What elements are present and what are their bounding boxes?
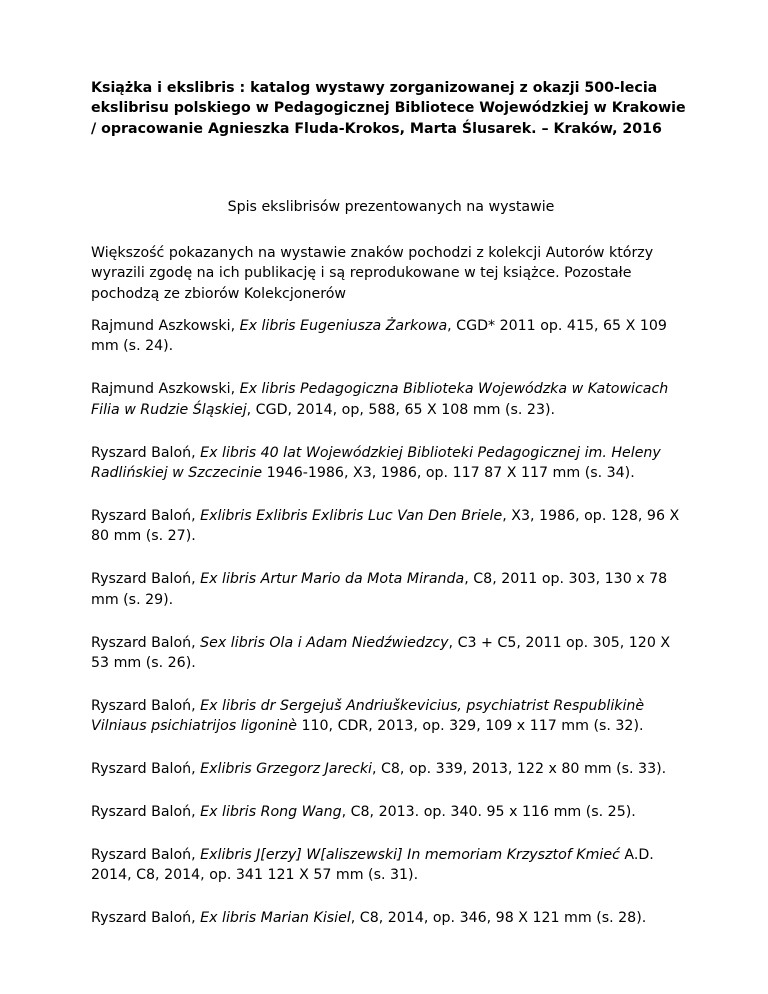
entry-list: [91, 316, 691, 951]
entry-details: 110, CDR, 2013, op. 329, 109 x 117 mm (s. 32).: [296, 718, 644, 735]
entry-work-title: Sex libris Ola i Adam Niedźwiedzcy: [200, 634, 449, 651]
entry-author: Ryszard Baloń,: [91, 444, 201, 461]
entry-work-title: Ex libris Pedagogiczna Biblioteka Wojewódzka w Katowicach Filia w Rudzie Śląskiej: [91, 381, 669, 418]
list-item: [91, 802, 691, 822]
entry-work-title: Ex libris dr Sergejuš Andriuškevicius, psychiatrist Respublikinè Vilniaus psichiatrijos ligoninè: [91, 697, 645, 735]
list-item: [91, 759, 691, 779]
entry-author: Ryszard Baloń,: [91, 761, 201, 778]
entry-details: , C8, 2013. op. 340. 95 x 116 mm (s. 25).: [341, 804, 636, 821]
list-item: [91, 379, 691, 420]
list-item: [91, 908, 691, 928]
entry-details: , C8, op. 339, 2013, 122 x 80 mm (s. 33).: [371, 761, 667, 778]
entry-author: Rajmund Aszkowski,: [91, 318, 240, 334]
entry-work-title: Ex libris 40 lat Wojewódzkiej Biblioteki Pedagogicznej im. Heleny Radlińskiej w Szczecinie: [91, 444, 661, 482]
entry-author: Ryszard Baloń,: [91, 571, 201, 588]
document-title: Książka i ekslibris : katalog wystawy zorganizowanej z okazji 500-lecia ekslibrisu polskiego w Pedagogicznej Bibliotece Wojewódzkiej w Krakowie / opracowanie Agnieszka Fluda-Krokos, Marta Ślusarek. – Kraków, 2016: [91, 80, 686, 137]
entry-details: , X3, 1986, op. 128, 96 X 80 mm (s. 27).: [91, 507, 680, 545]
entry-author: Ryszard Baloń,: [91, 697, 201, 714]
intro-paragraph: Większość pokazanych na wystawie znaków pochodzi z kolekcji Autorów którzy wyrazili zgodę na ich publikację i są reprodukowane w tej książce. Pozostałe pochodzą ze zbiorów Kolekcjonerów: [91, 245, 654, 302]
entry-work-title: Exlibris J[erzy] W[aliszewski] In memoriam Krzysztof Kmieć: [200, 847, 620, 863]
list-item: [91, 506, 691, 547]
list-item: [91, 316, 691, 357]
list-item: [91, 696, 691, 737]
entry-author: Ryszard Baloń,: [91, 804, 201, 821]
list-item: [91, 845, 691, 886]
entry-author: Ryszard Baloń,: [91, 507, 201, 524]
list-item: [91, 443, 691, 484]
entry-details: 1946-1986, X3, 1986, op. 117 87 X 117 mm (s. 34).: [262, 465, 635, 482]
entry-work-title: Exlibris Grzegorz Jarecki: [200, 761, 372, 778]
list-item: [91, 633, 691, 674]
entry-work-title: Ex libris Marian Kisiel: [200, 910, 351, 927]
entry-details: , C8, 2014, op. 346, 98 X 121 mm (s. 28).: [350, 910, 647, 927]
entry-details: A.D. 2014, C8, 2014, op. 341 121 X 57 mm (s. 31).: [91, 847, 654, 884]
entry-work-title: Exlibris Exlibris Exlibris Luc Van Den Briele: [200, 507, 503, 524]
entry-author: Ryszard Baloń,: [91, 910, 201, 927]
entry-details: , CGD* 2011 op. 415, 65 X 109 mm (s. 24).: [91, 318, 667, 355]
entry-author: Ryszard Baloń,: [91, 634, 201, 651]
entry-work-title: Ex libris Artur Mario da Mota Miranda: [200, 571, 465, 588]
document-page: [91, 78, 691, 927]
entry-work-title: Ex libris Eugeniusza Żarkowa: [239, 318, 448, 334]
entry-details: , C8, 2011 op. 303, 130 x 78 mm (s. 29).: [91, 571, 668, 608]
entry-details: , C3 + C5, 2011 op. 305, 120 X 53 mm (s. 26).: [91, 634, 671, 671]
entry-author: Ryszard Baloń,: [91, 847, 201, 863]
list-heading: Spis ekslibrisów prezentowanych na wystawie: [227, 199, 555, 215]
entry-work-title: Ex libris Rong Wang: [200, 804, 342, 821]
list-item: [91, 569, 691, 610]
entry-author: Rajmund Aszkowski,: [91, 381, 240, 398]
entry-details: , CGD, 2014, op, 588, 65 X 108 mm (s. 23).: [246, 401, 556, 418]
